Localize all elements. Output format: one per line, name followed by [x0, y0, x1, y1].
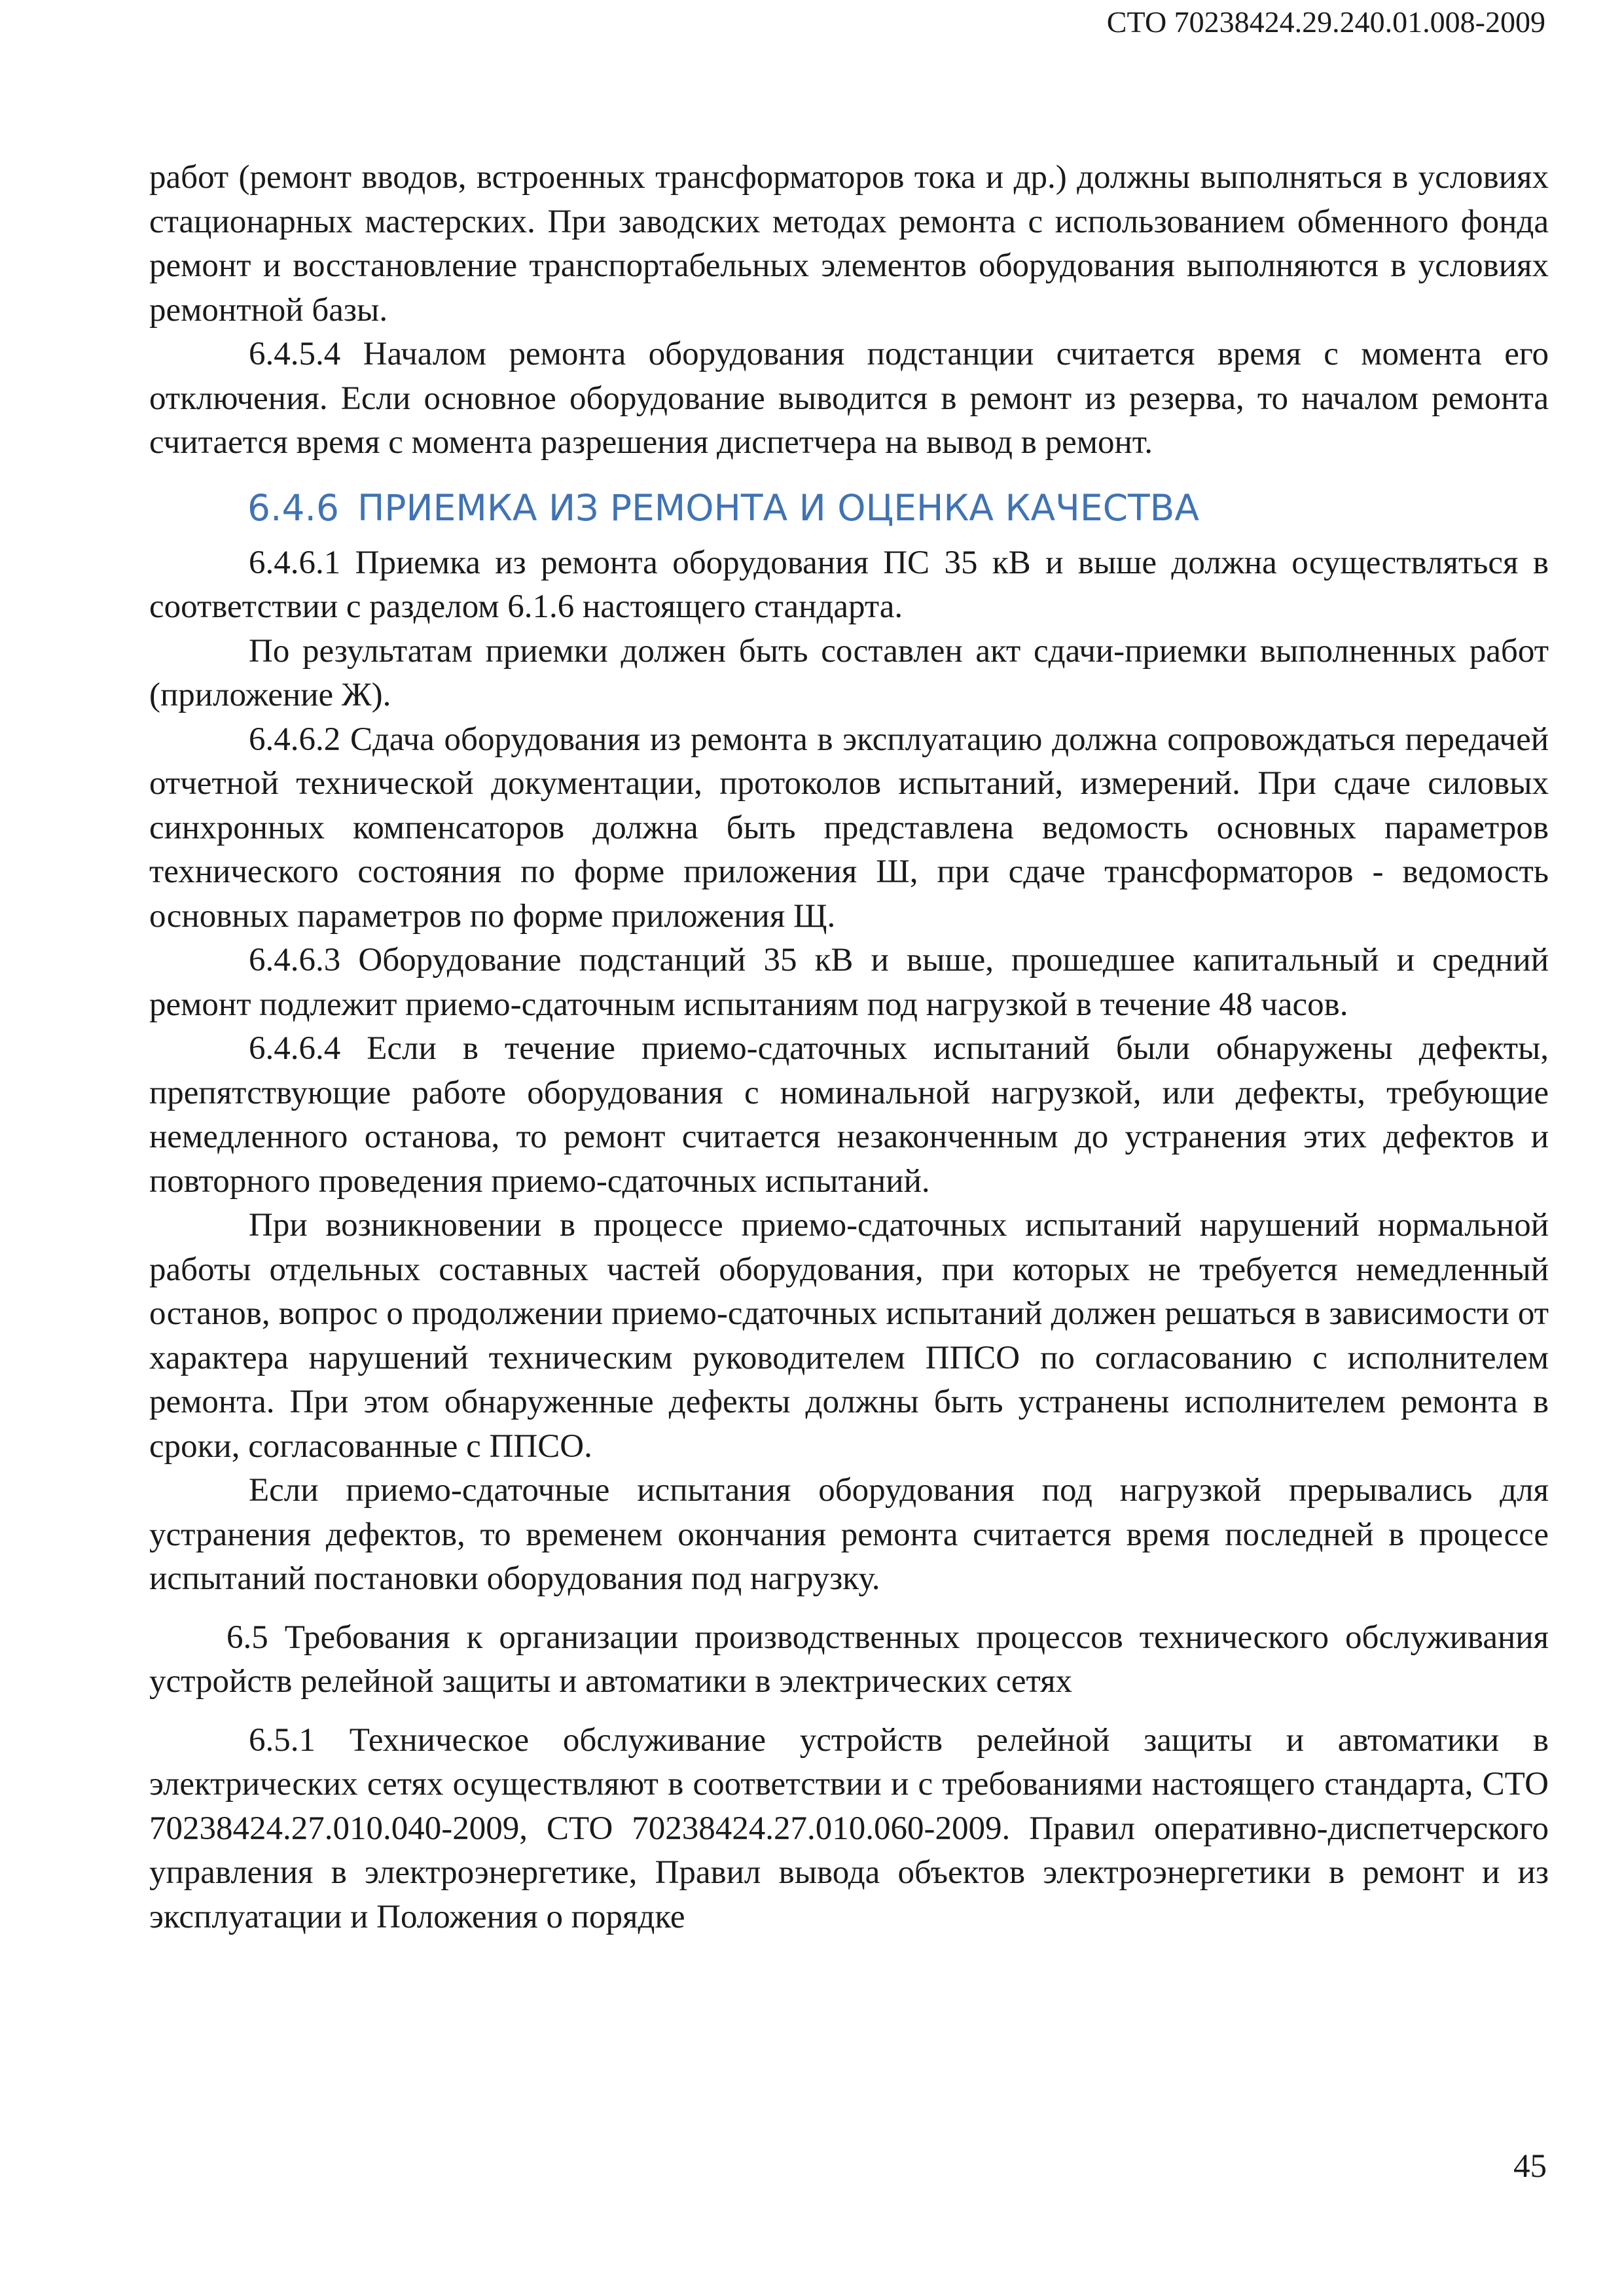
running-header-doc-code: СТО 70238424.29.240.01.008-2009	[1106, 5, 1545, 39]
paragraph-6-4-6-3: 6.4.6.3 Оборудование подстанций 35 кВ и выше, прошедшее капитальный и средний ремонт подлежит приемо-сдаточным испытаниям под нагрузкой в течение 48 часов.	[149, 942, 1549, 1023]
section-heading-6-4-6	[149, 485, 1549, 531]
paragraph-6-5-1: 6.5.1 Техническое обслуживание устройств релейной защиты и автоматики в электрических сетях осуществляют в соответствии и с требованиями настоящего стандарта, СТО 70238424.27.010.040-2009, СТО 70238424.27.010.060-2009. Правил оперативно-диспетчерского управления в электроэнергетике, Правил вывода объектов электроэнергетики в ремонт и из эксплуатации и Положения о порядке	[149, 1721, 1549, 1935]
section-heading-number: 6.4.6	[247, 486, 339, 529]
paragraph-6-4-6-4: 6.4.6.4 Если в течение приемо-сдаточных испытаний были обнаружены дефекты, препятствующие работе оборудования с номинальной нагрузкой, или дефекты, требующие немедленного останова, то ремонт считается незаконченным до устранения этих дефектов и повторного проведения приемо-сдаточных испытаний.	[149, 1030, 1549, 1200]
page-body	[149, 156, 1549, 1939]
paragraph-6-4-6-2: 6.4.6.2 Сдача оборудования из ремонта в эксплуатацию должна сопровождаться передачей отчетной технической документации, протоколов испытаний, измерений. При сдаче силовых синхронных компенсаторов должна быть представлена ведомость основных параметров технического состояния по форме приложения Ш, при сдаче трансформаторов - ведомость основных параметров по форме приложения Щ.	[149, 721, 1549, 935]
subsection-heading-6-5: 6.5 Требования к организации производственных процессов технического обслуживания устройств релейной защиты и автоматики в электрических сетях	[149, 1619, 1549, 1700]
section-heading-title: ПРИЕМКА ИЗ РЕМОНТА И ОЦЕНКА КАЧЕСТВА	[357, 486, 1199, 529]
page-number: 45	[1513, 2148, 1547, 2185]
paragraph-6-4-5-4: 6.4.5.4 Началом ремонта оборудования подстанции считается время с момента его отключения. Если основное оборудование выводится в ремонт из резерва, то началом ремонта считается время с момента разрешения диспетчера на вывод в ремонт.	[149, 336, 1549, 461]
paragraph-acceptance-act: По результатам приемки должен быть составлен акт сдачи-приемки выполненных работ (приложение Ж).	[149, 632, 1549, 713]
paragraph-continuation: работ (ремонт вводов, встроенных трансформаторов тока и др.) должны выполняться в условиях стационарных мастерских. При заводских методах ремонта с использованием обменного фонда ремонт и восстановление транспортабельных элементов оборудования выполняются в условиях ремонтной базы.	[149, 159, 1549, 329]
paragraph-6-4-6-1: 6.4.6.1 Приемка из ремонта оборудования ПС 35 кВ и выше должна осуществляться в соответствии с разделом 6.1.6 настоящего стандарта.	[149, 544, 1549, 625]
paragraph-violations: При возникновении в процессе приемо-сдаточных испытаний нарушений нормальной работы отдельных составных частей оборудования, при которых не требуется немедленный останов, вопрос о продолжении приемо-сдаточных испытаний должен решаться в зависимости от характера нарушений техническим руководителем ППСО по согласованию с исполнителем ремонта. При этом обнаруженные дефекты должны быть устранены исполнителем ремонта в сроки, согласованные с ППСО.	[149, 1207, 1549, 1465]
paragraph-interruptions: Если приемо-сдаточные испытания оборудования под нагрузкой прерывались для устранения дефектов, то временем окончания ремонта считается время последней в процессе испытаний постановки оборудования под нагрузку.	[149, 1472, 1549, 1597]
